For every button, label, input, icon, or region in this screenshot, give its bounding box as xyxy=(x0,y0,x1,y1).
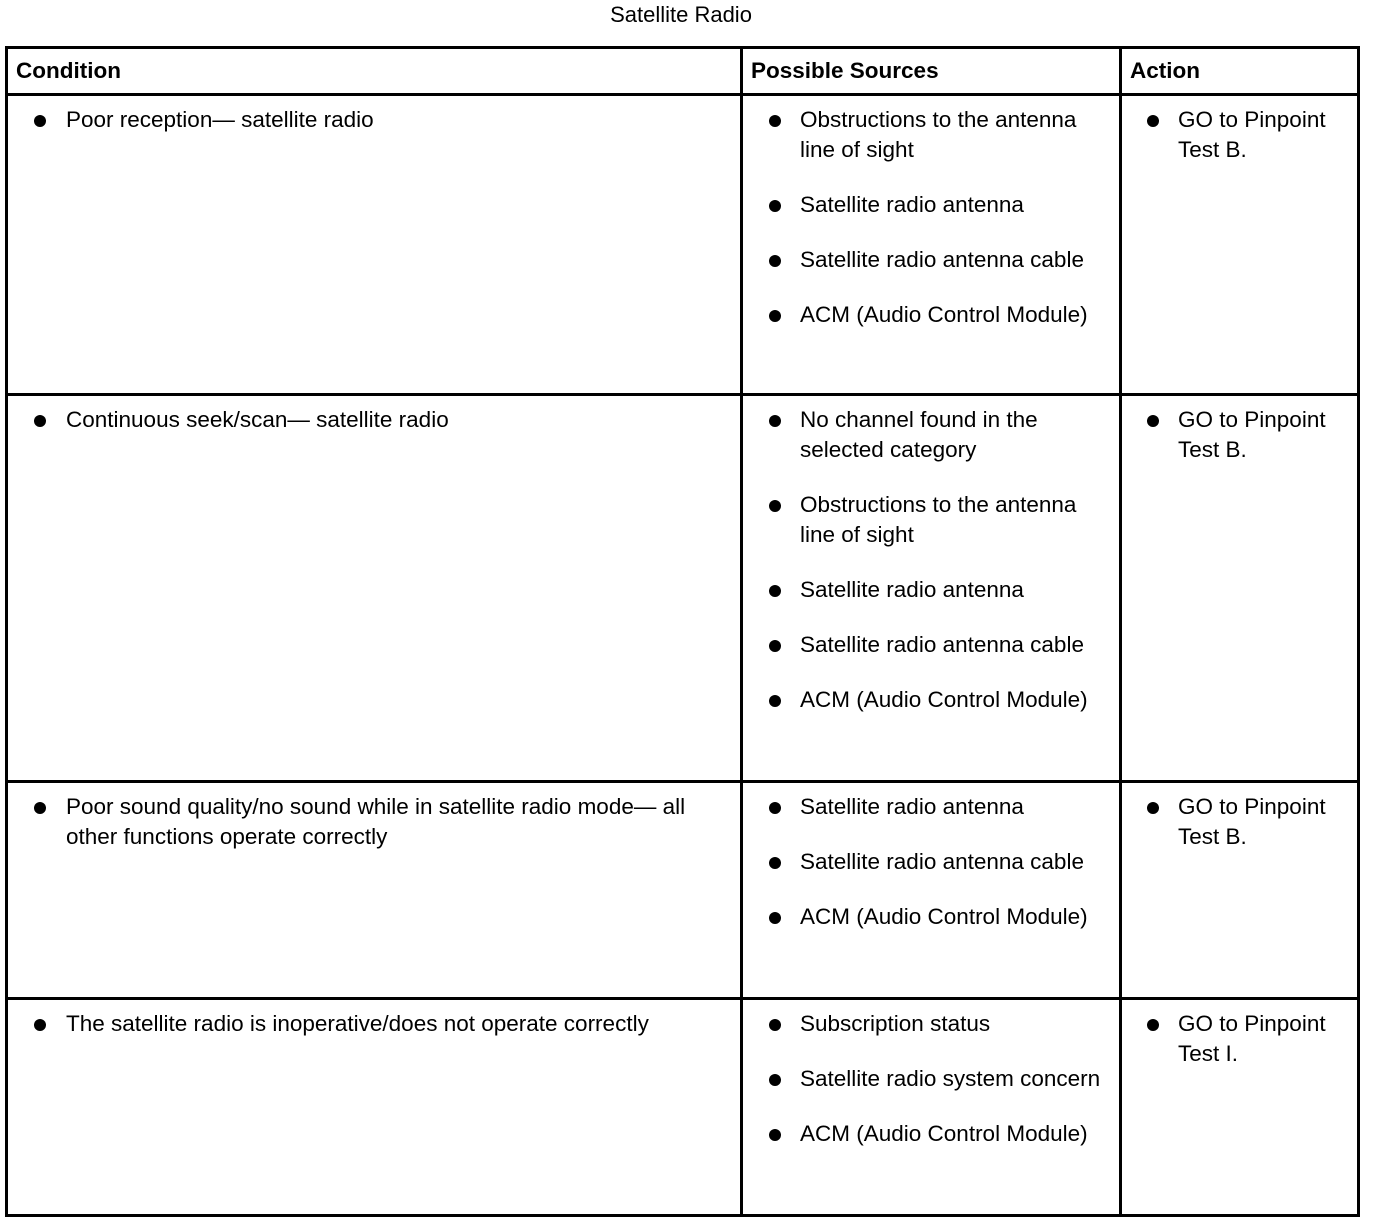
source-text: Satellite radio antenna cable xyxy=(800,632,1084,657)
source-text: ACM (Audio Control Module) xyxy=(800,1121,1088,1146)
column-header-condition: Condition xyxy=(7,48,742,95)
bullet-icon xyxy=(34,115,46,127)
table-row xyxy=(7,782,1359,999)
bullet-icon xyxy=(34,415,46,427)
table-row xyxy=(7,95,1359,395)
bullet-icon xyxy=(1147,115,1159,127)
possible-sources-cell xyxy=(742,395,1121,782)
list-item xyxy=(743,1119,1111,1149)
source-text: Satellite radio antenna cable xyxy=(800,849,1084,874)
bullet-icon xyxy=(769,802,781,814)
bullet-icon xyxy=(769,695,781,707)
bullet-icon xyxy=(34,1019,46,1031)
source-text: Satellite radio system concern xyxy=(800,1066,1101,1091)
source-text: Obstructions to the antenna line of sight xyxy=(800,492,1077,547)
source-text: Satellite radio antenna xyxy=(800,192,1024,217)
list-item xyxy=(743,490,1111,550)
action-cell xyxy=(1121,95,1359,395)
condition-text: Poor sound quality/no sound while in satellite radio mode— all other functions operate correctly xyxy=(66,794,686,849)
bullet-icon xyxy=(769,500,781,512)
action-text: GO to Pinpoint Test B. xyxy=(1178,407,1326,462)
list-item xyxy=(743,902,1111,932)
list-item xyxy=(743,1009,1111,1039)
column-header-possible-sources: Possible Sources xyxy=(742,48,1121,95)
condition-cell xyxy=(7,782,742,999)
bullet-icon xyxy=(769,857,781,869)
list-item xyxy=(743,245,1111,275)
action-text: GO to Pinpoint Test B. xyxy=(1178,794,1326,849)
bullet-icon xyxy=(1147,802,1159,814)
bullet-icon xyxy=(769,1129,781,1141)
condition-text: Poor reception— satellite radio xyxy=(66,107,374,132)
list-item xyxy=(743,1064,1111,1094)
table-row xyxy=(7,999,1359,1216)
page-title: Satellite Radio xyxy=(610,2,752,27)
condition-cell xyxy=(7,999,742,1216)
bullet-icon xyxy=(769,585,781,597)
list-item xyxy=(743,405,1111,465)
possible-sources-cell xyxy=(742,999,1121,1216)
source-text: Subscription status xyxy=(800,1011,991,1036)
table-header-row xyxy=(7,48,1359,95)
bullet-icon xyxy=(769,200,781,212)
list-item xyxy=(743,792,1111,822)
source-text: Obstructions to the antenna line of sight xyxy=(800,107,1077,162)
bullet-icon xyxy=(769,640,781,652)
bullet-icon xyxy=(769,310,781,322)
list-item xyxy=(743,105,1111,165)
column-header-action: Action xyxy=(1121,48,1359,95)
source-text: ACM (Audio Control Module) xyxy=(800,904,1088,929)
list-item xyxy=(743,847,1111,877)
diagnostic-table xyxy=(5,46,1360,1217)
source-text: Satellite radio antenna xyxy=(800,577,1024,602)
source-text: ACM (Audio Control Module) xyxy=(800,687,1088,712)
source-text: ACM (Audio Control Module) xyxy=(800,302,1088,327)
condition-text: Continuous seek/scan— satellite radio xyxy=(66,407,449,432)
table-row xyxy=(7,395,1359,782)
condition-cell xyxy=(7,395,742,782)
possible-sources-cell xyxy=(742,782,1121,999)
source-text: No channel found in the selected category xyxy=(800,407,1038,462)
list-item xyxy=(8,105,732,135)
condition-cell xyxy=(7,95,742,395)
possible-sources-cell xyxy=(742,95,1121,395)
bullet-icon xyxy=(769,415,781,427)
list-item xyxy=(8,405,732,435)
bullet-icon xyxy=(769,912,781,924)
list-item xyxy=(743,630,1111,660)
action-cell xyxy=(1121,999,1359,1216)
action-cell xyxy=(1121,782,1359,999)
list-item xyxy=(743,685,1111,715)
list-item xyxy=(743,300,1111,330)
bullet-icon xyxy=(769,255,781,267)
action-text: GO to Pinpoint Test B. xyxy=(1178,107,1326,162)
condition-text: The satellite radio is inoperative/does not operate correctly xyxy=(66,1011,649,1036)
list-item xyxy=(1122,1009,1349,1069)
list-item xyxy=(743,575,1111,605)
list-item xyxy=(743,190,1111,220)
list-item xyxy=(1122,792,1349,852)
action-text: GO to Pinpoint Test I. xyxy=(1178,1011,1326,1066)
bullet-icon xyxy=(34,802,46,814)
list-item xyxy=(1122,405,1349,465)
list-item xyxy=(8,792,732,852)
list-item xyxy=(8,1009,732,1039)
bullet-icon xyxy=(769,1074,781,1086)
list-item xyxy=(1122,105,1349,165)
bullet-icon xyxy=(1147,415,1159,427)
bullet-icon xyxy=(769,115,781,127)
bullet-icon xyxy=(769,1019,781,1031)
bullet-icon xyxy=(1147,1019,1159,1031)
action-cell xyxy=(1121,395,1359,782)
source-text: Satellite radio antenna xyxy=(800,794,1024,819)
source-text: Satellite radio antenna cable xyxy=(800,247,1084,272)
